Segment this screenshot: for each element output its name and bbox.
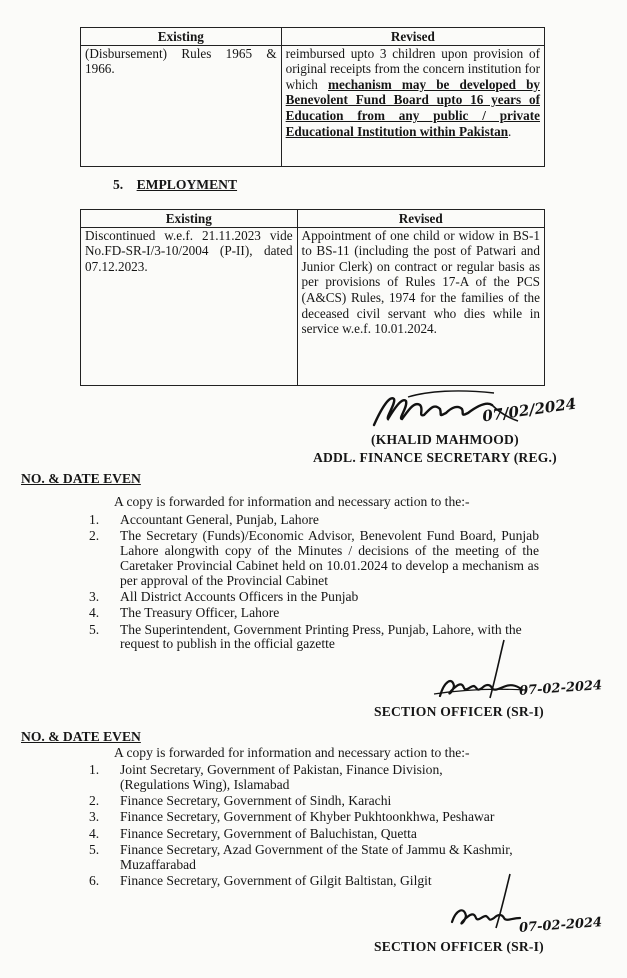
rules-comparison-table [80, 27, 545, 167]
list-item [89, 513, 539, 528]
endorsement-1-date: 07-02-2024 [518, 678, 603, 699]
list-item [89, 827, 539, 842]
table2-existing-cell: Discontinued w.e.f. 21.11.2023 vide No.FD-SR-I/3-10/2004 (P-II), dated 07.12.2023. [81, 227, 298, 385]
endorsement-2-intro: A copy is forwarded for information and necessary action to the:- [114, 745, 470, 760]
list-item-text: Joint Secretary, Government of Pakistan, Finance Division, (Regulations Wing), Islamabad [120, 762, 443, 792]
handwritten-initials-2 [448, 872, 528, 934]
list-item-text: Finance Secretary, Azad Government of the State of Jammu & Kashmir, Muzaffarabad [120, 841, 513, 872]
signatory-designation: ADDL. FINANCE SECRETARY (REG.) [313, 450, 557, 465]
table1-existing-line-1: (Disbursement) Rules 1965 & [85, 45, 277, 61]
list-item-number: 1. [89, 512, 100, 527]
endorsement-1-list [89, 513, 539, 654]
table1-header-revised: Revised [281, 28, 544, 46]
list-item [89, 794, 539, 809]
employment-table [80, 209, 545, 386]
endorsement-1-officer: SECTION OFFICER (SR-I) [374, 704, 544, 719]
list-item-number: 2. [89, 528, 100, 544]
endorsement-1-heading: NO. & DATE EVEN [21, 471, 141, 486]
list-item-number: 2. [89, 793, 100, 809]
list-item [89, 843, 539, 873]
table1-revised-end: . [508, 123, 512, 139]
section-number: 5. [113, 177, 124, 192]
list-item-number: 4. [89, 825, 100, 841]
table1-revised-bold-text: mechanism may be developed by Benevolent Fund Board upto 16 years of Education from any public / private Educational Institution within Pakistan [285, 76, 540, 139]
handwritten-initials-1 [430, 636, 530, 706]
table1-header-existing: Existing [81, 28, 282, 46]
signatory-name: (KHALID MAHMOOD) [371, 432, 519, 447]
table1-revised-cell [281, 45, 544, 166]
list-item-number: 4. [89, 605, 100, 621]
section-heading [113, 177, 237, 193]
table2-revised-cell: Appointment of one child or widow in BS-1 to BS-11 (including the post of Patwari and Junior Clerk) on contract or regular basis as per provisions of Rules 17-A of the PCS (A&CS) Rules, 1974 for the families of the deceased civil servant who dies while in service w.e.f. 10.01.2024. [297, 227, 544, 385]
list-item-number: 1. [89, 762, 100, 777]
list-item-number: 3. [89, 809, 100, 825]
table1-existing-cell [81, 45, 282, 166]
table1-existing-line-2: 1966. [85, 61, 115, 77]
list-item-text: The Treasury Officer, Lahore [120, 605, 280, 621]
section-title: EMPLOYMENT [136, 177, 238, 192]
endorsement-1-intro: A copy is forwarded for information and necessary action to the:- [114, 494, 470, 509]
list-item [89, 606, 539, 621]
list-item-text: Finance Secretary, Government of Baluchistan, Quetta [120, 825, 417, 841]
list-item-text: The Secretary (Funds)/Economic Advisor, Benevolent Fund Board, Punjab Lahore alongwith copy of the Minutes / decisions of the meeting of the Caretaker Provincial Cabinet held on 10.01.2024 to develop a mechanism as per approval of the Provincial Cabinet [120, 528, 539, 588]
list-item-text: Finance Secretary, Government of Khyber Pukhtoonkhwa, Peshawar [120, 809, 495, 825]
endorsement-2-officer: SECTION OFFICER (SR-I) [374, 939, 544, 954]
endorsement-2-date: 07-02-2024 [518, 915, 603, 936]
list-item [89, 763, 539, 793]
list-item-text: Accountant General, Punjab, Lahore [120, 512, 319, 527]
list-item-text: Finance Secretary, Government of Gilgit Baltistan, Gilgit [120, 873, 432, 889]
table2-header-existing: Existing [81, 210, 298, 228]
list-item-number: 5. [89, 621, 100, 637]
list-item [89, 529, 539, 588]
list-item-number: 3. [89, 588, 100, 604]
list-item-text: The Superintendent, Government Printing Press, Punjab, Lahore, with the request to publish in the official gazette [120, 621, 522, 652]
list-item-number: 5. [89, 841, 100, 857]
endorsement-2-heading: NO. & DATE EVEN [21, 729, 141, 744]
list-item-text: All District Accounts Officers in the Punjab [120, 588, 359, 604]
table2-header-revised: Revised [297, 210, 544, 228]
list-item [89, 590, 539, 605]
list-item [89, 810, 539, 825]
table1-revised-text: reimbursed upto 3 children upon provision of original receipts from the concern institution for which [285, 45, 540, 92]
list-item-number: 6. [89, 873, 100, 889]
signature-1-date: 07/02/2024 [481, 394, 578, 426]
list-item-text: Finance Secretary, Government of Sindh, Karachi [120, 793, 392, 809]
